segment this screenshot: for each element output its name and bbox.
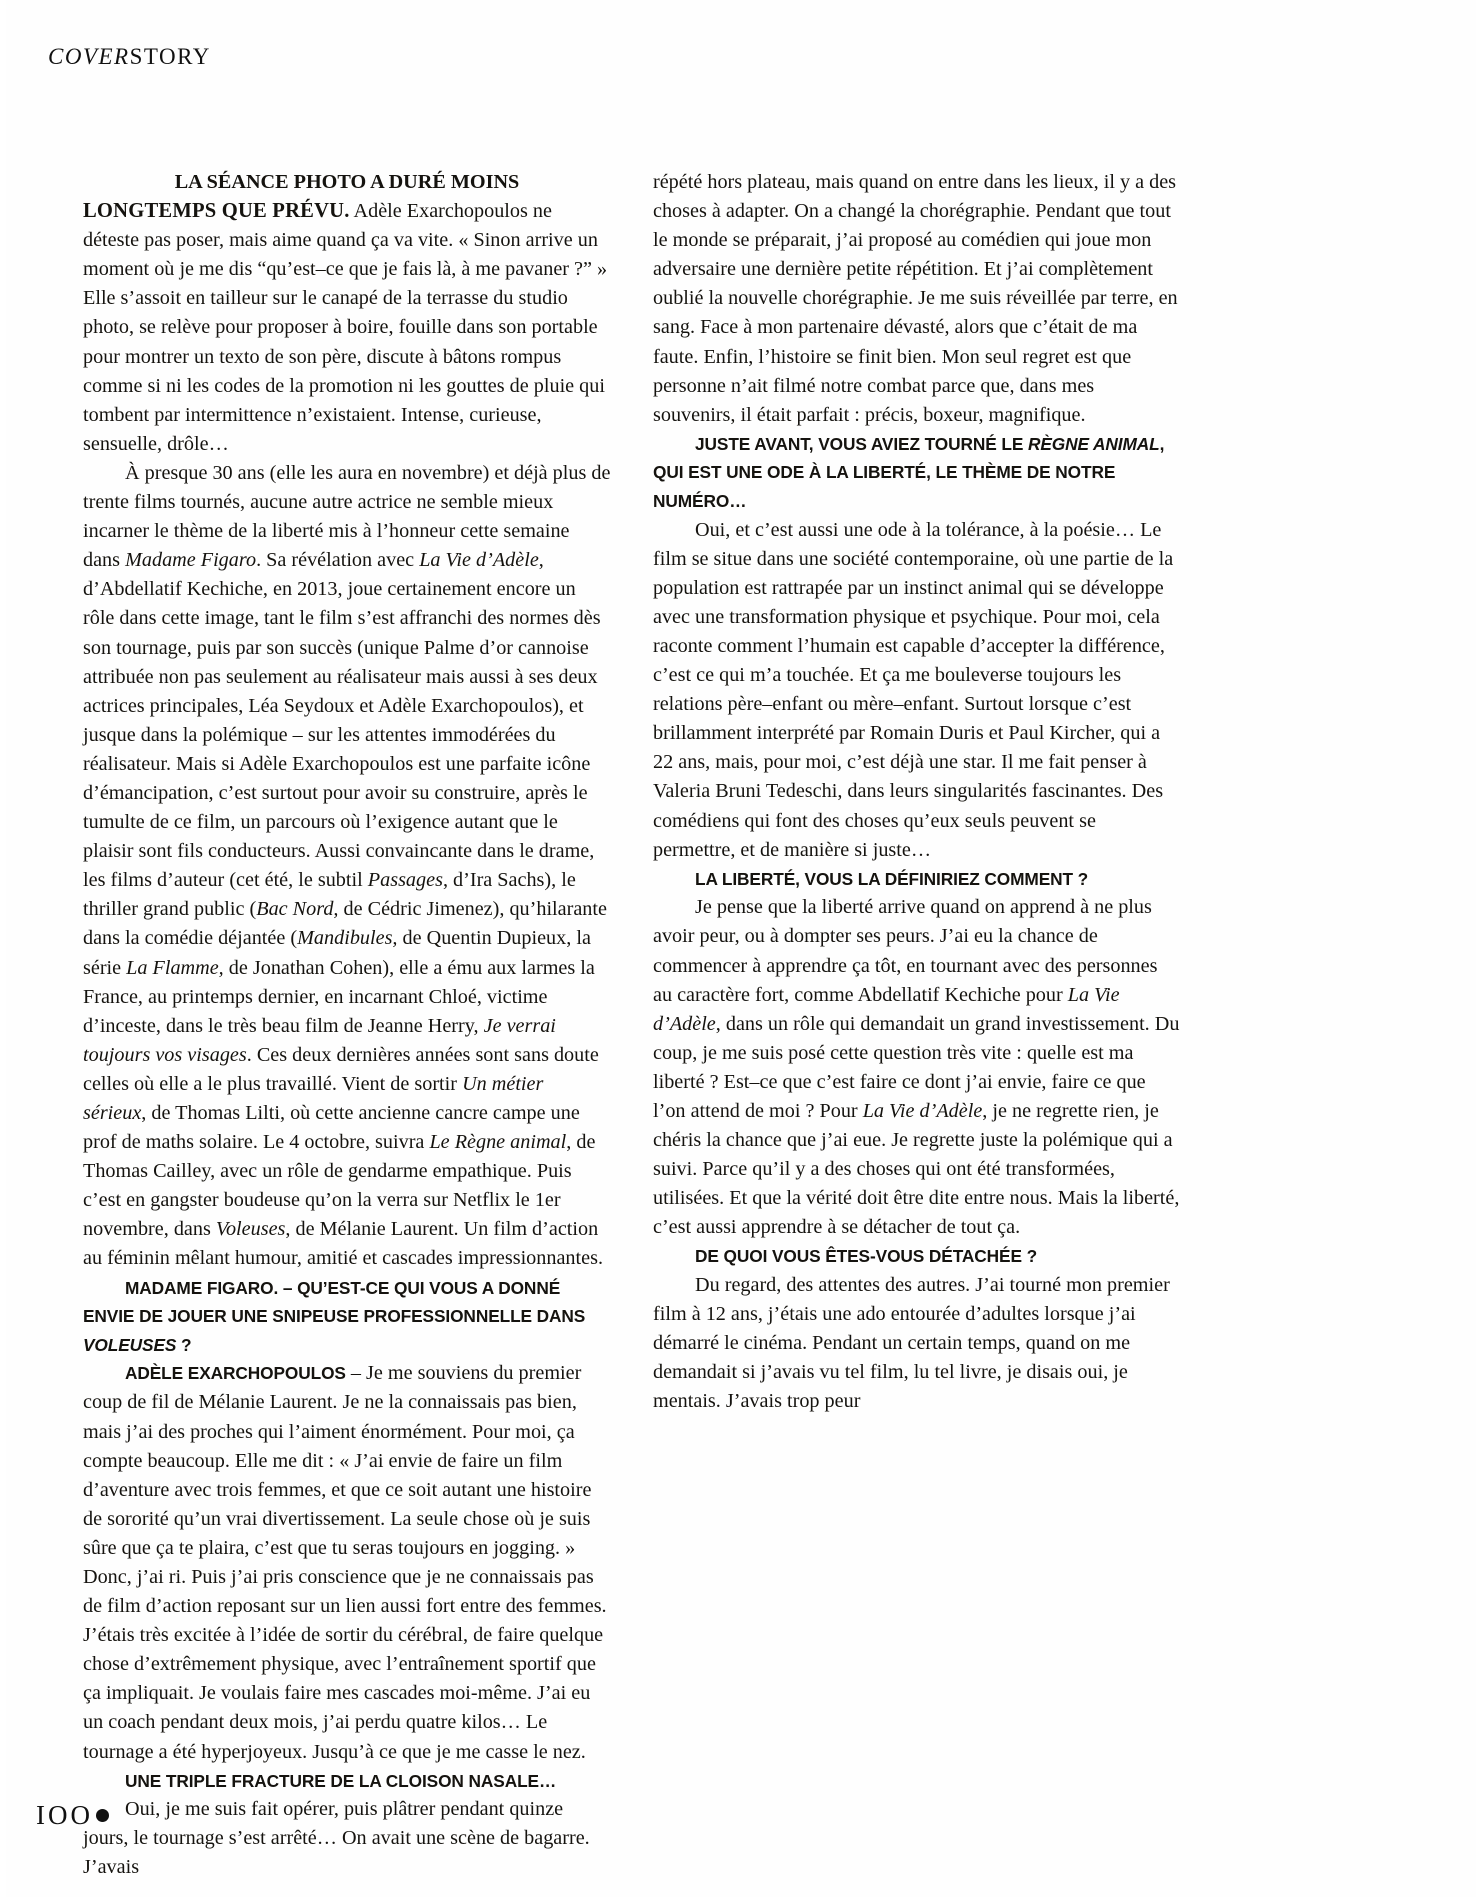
bio-text-10: , de Thomas Cailley, avec un rôle de gendarme empathique. Puis c’est en gangster boudeuse qu’on la verra sur Netflix le 1er novembre, dans xyxy=(83,1131,596,1241)
page-edge xyxy=(0,0,6,1897)
question-2: UNE TRIPLE FRACTURE DE LA CLOISON NASALE… xyxy=(125,1770,557,1791)
page-folio xyxy=(36,1800,109,1831)
answer-2-continued: répété hors plateau, mais quand on entre dans les lieux, il y a des choses à adapter. On a changé la chorégraphie. Pendant que tout le monde se préparait, j’ai proposé au comédien qui joue mon adversaire une dernière petite répétition. Et j’ai complètement oublié la nouvelle chorégraphie. Je me suis réveillée par terre, en sang. Face à mon partenaire dévasté, alors que c’était de ma faute. Enfin, l’histoire se finit bien. Mon seul regret est que personne n’ait filmé notre combat parce que, dans mes souvenirs, il était parfait : précis, boxeur, magnifique. xyxy=(653,171,1178,426)
title-je-verrai-toujours-vos-visages: Je verrai toujours vos visages xyxy=(83,1014,556,1066)
title-la-flamme: La Flamme, xyxy=(126,956,224,979)
title-un-metier-serieux: Un métier sérieux xyxy=(83,1072,544,1124)
left-column xyxy=(83,168,611,1883)
section-header xyxy=(48,44,211,70)
title-mandibules: Mandibules, xyxy=(297,927,398,950)
question-1-line-2b: ? xyxy=(176,1334,192,1355)
question-1-line-1: MADAME FIGARO. – QU’EST-CE QUI VOUS A DONNÉ ENVIE xyxy=(83,1277,561,1327)
bio-text-4: , d’Ira Sachs), le thriller grand public ( xyxy=(83,869,576,921)
bio-text-11: , de Mélanie Laurent. Un film d’action au féminin mêlant humour, amitié et cascades impressionnantes. xyxy=(83,1218,603,1270)
bio-text-9: , de Thomas Lilti, où cette ancienne cancre campe une prof de maths solaire. Le 4 octobre, suivra xyxy=(83,1102,580,1154)
bio-text-8: . Ces deux dernières années sont sans doute celles où elle a le plus travaillé. Vient de sortir xyxy=(83,1043,599,1095)
title-passages: Passages xyxy=(367,869,443,892)
question-5: DE QUOI VOUS ÊTES-VOUS DÉTACHÉE ? xyxy=(695,1246,1038,1267)
bio-text-3: , d’Abdellatif Kechiche, en 2013, joue certainement encore un rôle dans cette image, tant le film s’est affranchi des normes dès son tournage, puis par son succès (unique Palme d’or cannoise attribuée non pas seulement au réalisateur mais aussi à ses deux actrices principales, Léa Seydoux et Adèle Exarchopoulos), et jusque dans la polémique – sur les attentes immodérées du réalisateur. Mais si Adèle Exarchopoulos est une parfaite icône d’émancipation, c’est surtout pour avoir su construire, après le tumulte de ce film, un parcours où l’exigence autant que le plaisir sont fils conducteurs. Aussi convaincante dans le drame, les films d’auteur (cet été, le subtil xyxy=(83,549,601,892)
question-3-line-1: JUSTE AVANT, VOUS AVIEZ TOURNÉ xyxy=(695,433,997,454)
lead-headline-line-2: LONGTEMPS QUE PRÉVU. xyxy=(83,200,350,223)
answer-4-title-1: La Vie d’Adèle xyxy=(653,983,1120,1035)
lead-body-text: Adèle Exarchopoulos ne déteste pas poser, mais aime quand ça va vite. « Sinon arrive un moment où je me dis “qu’est–ce que je fais là, à me pavaner ?” » Elle s’assoit en tailleur sur le canapé de la terrasse du studio photo, se relève pour proposer à boire, fouille dans son portable pour montrer un texto de son père, discute à bâtons rompus comme si ni les codes de la promotion ni les gouttes de pluie qui tombent par intermittence n’existaient. Intense, curieuse, sensuelle, drôle… xyxy=(83,200,608,455)
bio-text-6: de Quentin Dupieux, la série xyxy=(83,927,591,979)
bio-text-1: À presque 30 ans (elle les aura en novembre) et déjà plus de trente films tournés, aucune autre actrice ne semble mieux incarner le thème de la liberté mis à l’honneur cette semaine dans xyxy=(83,461,611,572)
question-1-line-2a: DE JOUER UNE SNIPEUSE PROFESSIONNELLE DANS xyxy=(139,1306,586,1327)
answer-4-title-2: La Vie d’Adèle xyxy=(862,1100,983,1122)
answer-5: Du regard, des attentes des autres. J’ai tourné mon premier film à 12 ans, j’étais une ado entourée d’adultes lorsque j’ai démarré le cinéma. Pendant un certain temps, quand on me demandait si j’avais vu tel film, lu tel livre, je disais oui, je mentais. J’avais trop peur xyxy=(653,1274,1170,1413)
header-cover-word: COVER xyxy=(48,44,130,69)
answer-3: Oui, et c’est aussi une ode à la tolérance, à la poésie… Le film se situe dans une société contemporaine, où une partie de la population est rattrapée par un instinct animal qui se développe avec une transformation physique et psychique. Pour moi, cela raconte comment l’humain est capable d’accepter la différence, c’est ce qui m’a touchée. Et ça me bouleverse toujours les relations père–enfant ou mère–enfant. Surtout lorsque c’est brillamment interprété par Romain Duris et Paul Kircher, qui a 22 ans, mais, pour moi, c’est déjà une star. Il me fait penser à Valeria Bruni Tedeschi, dans leurs singularités fascinantes. Des comédiens qui font des choses qu’eux seuls peuvent se permettre, et de manière si juste… xyxy=(653,518,1174,861)
bio-text-5: de Cédric Jimenez), qu’hilarante dans la comédie déjantée ( xyxy=(83,898,607,950)
folio-number: IOO xyxy=(36,1800,93,1830)
answer-1-text: – Je me souviens du premier coup de fil de Mélanie Laurent. Je ne la connaissais pas bien, mais j’ai des proches qui l’aiment énormément. Pour moi, ça compte beaucoup. Elle me dit : « J’ai envie de faire un film d’aventure avec trois femmes, et que ce soit autant une histoire de sororité qu’un vrai divertissement. La seule chose où je suis sûre que ça te plaira, c’est que tu seras toujours en jogging. » Donc, j’ai ri. Puis j’ai pris conscience que je ne connaissais pas de film d’action reposant sur un lien aussi fort entre des femmes. J’étais très excitée à l’idée de sortir du cérébral, de faire quelque chose d’extrêmement physique, avec l’entraînement sportif que ça impliquait. Je voulais faire mes cascades moi-même. J’ai eu un coach pendant deux mois, j’ai perdu quatre kilos… Le tournage a été hyperjoyeux. Jusqu’à ce que je me casse le nez. xyxy=(83,1362,607,1763)
question-4: LA LIBERTÉ, VOUS LA DÉFINIRIEZ COMMENT ? xyxy=(695,868,1089,889)
question-3 xyxy=(653,430,1181,516)
bio-text-7: de Jonathan Cohen), elle a ému aux larmes la France, au printemps dernier, en incarnant Chloé, victime d’inceste, dans le très beau film de Jeanne Herry, xyxy=(83,956,595,1037)
question-1-title-voleuses: VOLEUSES xyxy=(83,1334,177,1355)
title-voleuses: Voleuses xyxy=(215,1218,286,1241)
answer-4-text-1: Je pense que la liberté arrive quand on apprend à ne plus avoir peur, ou à dompter ses peurs. J’ai eu la chance de commencer à apprendre ça tôt, en tournant avec des personnes au caractère fort, comme Abdellatif Kechiche pour xyxy=(653,896,1158,1006)
answer-2: Oui, je me suis fait opérer, puis plâtrer pendant quinze jours, le tournage s’est arrêté… On avait une scène de bagarre. J’avais xyxy=(83,1798,590,1879)
paragraph-biography xyxy=(83,459,611,1274)
question-3-line-3: LE THÈME DE NOTRE NUMÉRO… xyxy=(653,462,1116,512)
lead-headline-line-1: LA SÉANCE PHOTO A DURÉ MOINS xyxy=(174,171,520,193)
title-bac-nord: Bac Nord, xyxy=(256,898,339,921)
lead-paragraph xyxy=(83,168,611,459)
answer-4-text-2: , dans un rôle qui demandait un grand investissement. Du coup, je me suis posé cette question très vite : quelle est ma liberté ? Est–ce que c’est faire ce dont j’ai envie, faire ce que l’on attend de moi ? Pour xyxy=(653,1012,1180,1122)
title-la-vie-dadele: La Vie d’Adèle xyxy=(419,549,539,572)
answer-4-text-3: , je ne regrette rien, je chéris la chance que j’ai eue. Je regrette juste la polémique qui a suivi. Parce qu’il y a des choses qui ont été transformées, utilisées. Et que la vérité doit être dite entre nous. Mais la liberté, c’est aussi apprendre à se détacher de tout ça. xyxy=(653,1100,1180,1239)
bio-text-2: . Sa révélation avec xyxy=(256,549,420,572)
header-story-word: STORY xyxy=(129,44,211,69)
question-3-line-2a: LE xyxy=(1001,433,1028,454)
article-columns xyxy=(83,168,1383,1883)
right-column xyxy=(653,168,1181,1883)
speaker-name: ADÈLE EXARCHOPOULOS xyxy=(125,1363,346,1384)
answer-1 xyxy=(83,1359,611,1766)
title-madame-figaro: Madame Figaro xyxy=(125,549,257,572)
title-le-regne-animal: Le Règne animal xyxy=(429,1131,567,1154)
answer-4 xyxy=(653,893,1181,1242)
question-3-title-regne-animal: RÈGNE ANIMAL xyxy=(1028,433,1160,454)
question-1 xyxy=(83,1274,611,1360)
question-3-line-2b: , QUI EST UNE ODE À LA LIBERTÉ, xyxy=(653,433,1165,483)
folio-dot-icon xyxy=(96,1809,109,1822)
